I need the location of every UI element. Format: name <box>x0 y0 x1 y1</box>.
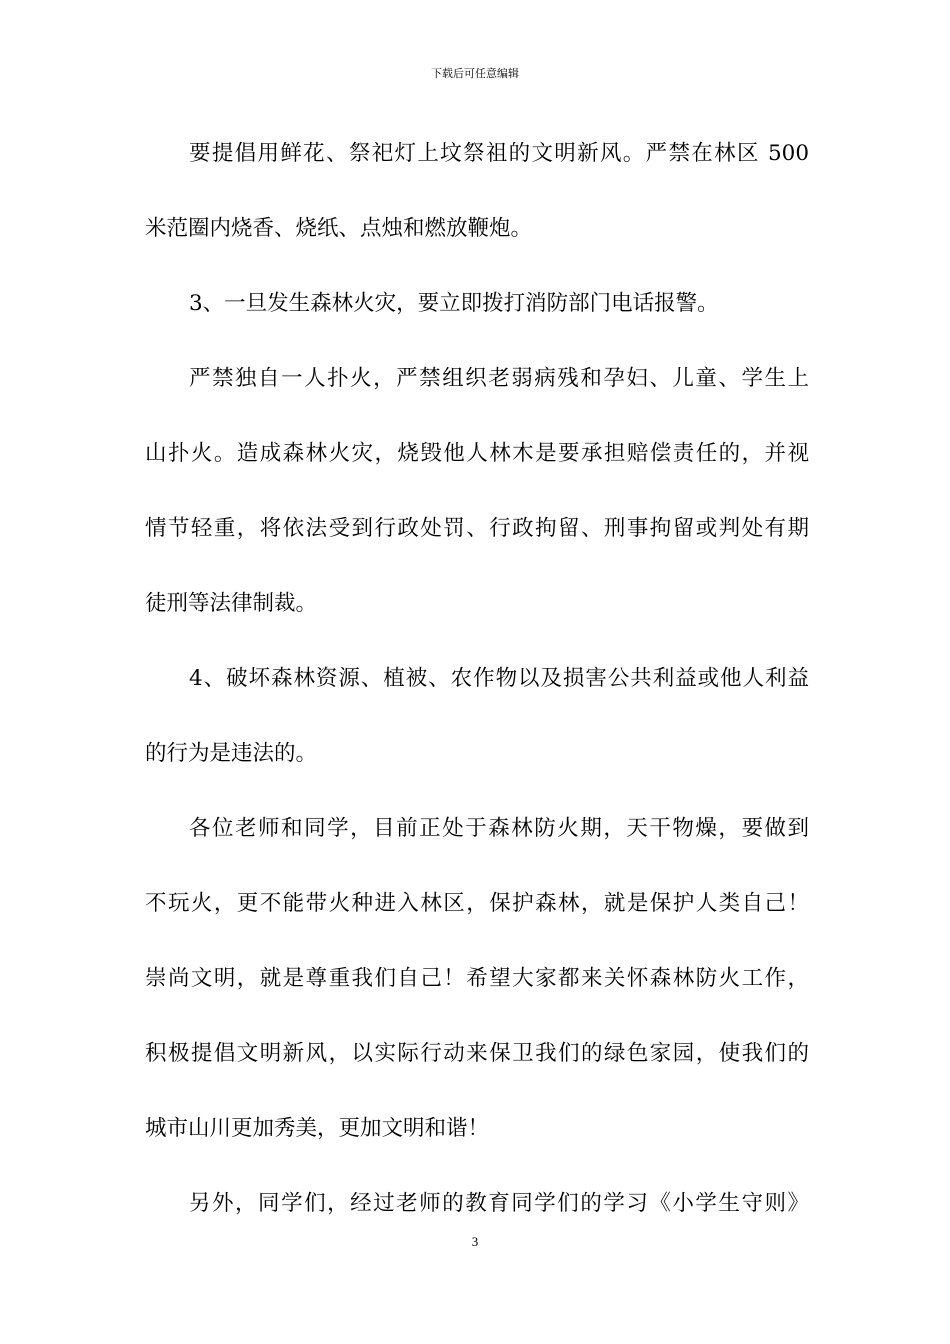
text-line: 不玩火，更不能带火种进入林区，保护森林，就是保护人类自己！ <box>145 891 809 916</box>
text-line: 情节轻重，将依法受到行政处罚、行政拘留、刑事拘留或判处有期 <box>145 516 809 541</box>
document-body <box>145 125 809 1250</box>
text-line: 积极提倡文明新风，以实际行动来保卫我们的绿色家园，使我们的 <box>145 1041 809 1066</box>
text-line: 徒刑等法律制裁。 <box>145 591 318 616</box>
text-line: 3、一旦发生森林火灾，要立即拨打消防部门电话报警。 <box>189 291 719 316</box>
text-line: 的行为是违法的。 <box>145 741 318 766</box>
page-number: 3 <box>471 1234 479 1249</box>
text-line: 严禁独自一人扑火，严禁组织老弱病残和孕妇、儿童、学生上 <box>189 366 809 391</box>
text-line: 崇尚文明，就是尊重我们自己！希望大家都来关怀森林防火工作， <box>145 966 809 991</box>
text-line: 各位老师和同学，目前正处于森林防火期，天干物燥，要做到 <box>189 816 809 841</box>
text-line: 要提倡用鲜花、祭祀灯上坟祭祖的文明新风。严禁在林区 500 <box>189 141 809 166</box>
text-line: 山扑火。造成森林火灾，烧毁他人林木是要承担赔偿责任的，并视 <box>145 441 809 466</box>
header-note: 下载后可任意编辑 <box>431 67 519 80</box>
text-line: 米范圈内烧香、烧纸、点烛和燃放鞭炮。 <box>145 216 533 241</box>
text-line: 另外，同学们，经过老师的教育同学们的学习《小学生守则》 <box>189 1191 809 1216</box>
text-line: 城市山川更加秀美，更加文明和谐！ <box>145 1116 490 1141</box>
text-line: 4、破坏森林资源、植被、农作物以及损害公共利益或他人利益 <box>189 666 809 691</box>
